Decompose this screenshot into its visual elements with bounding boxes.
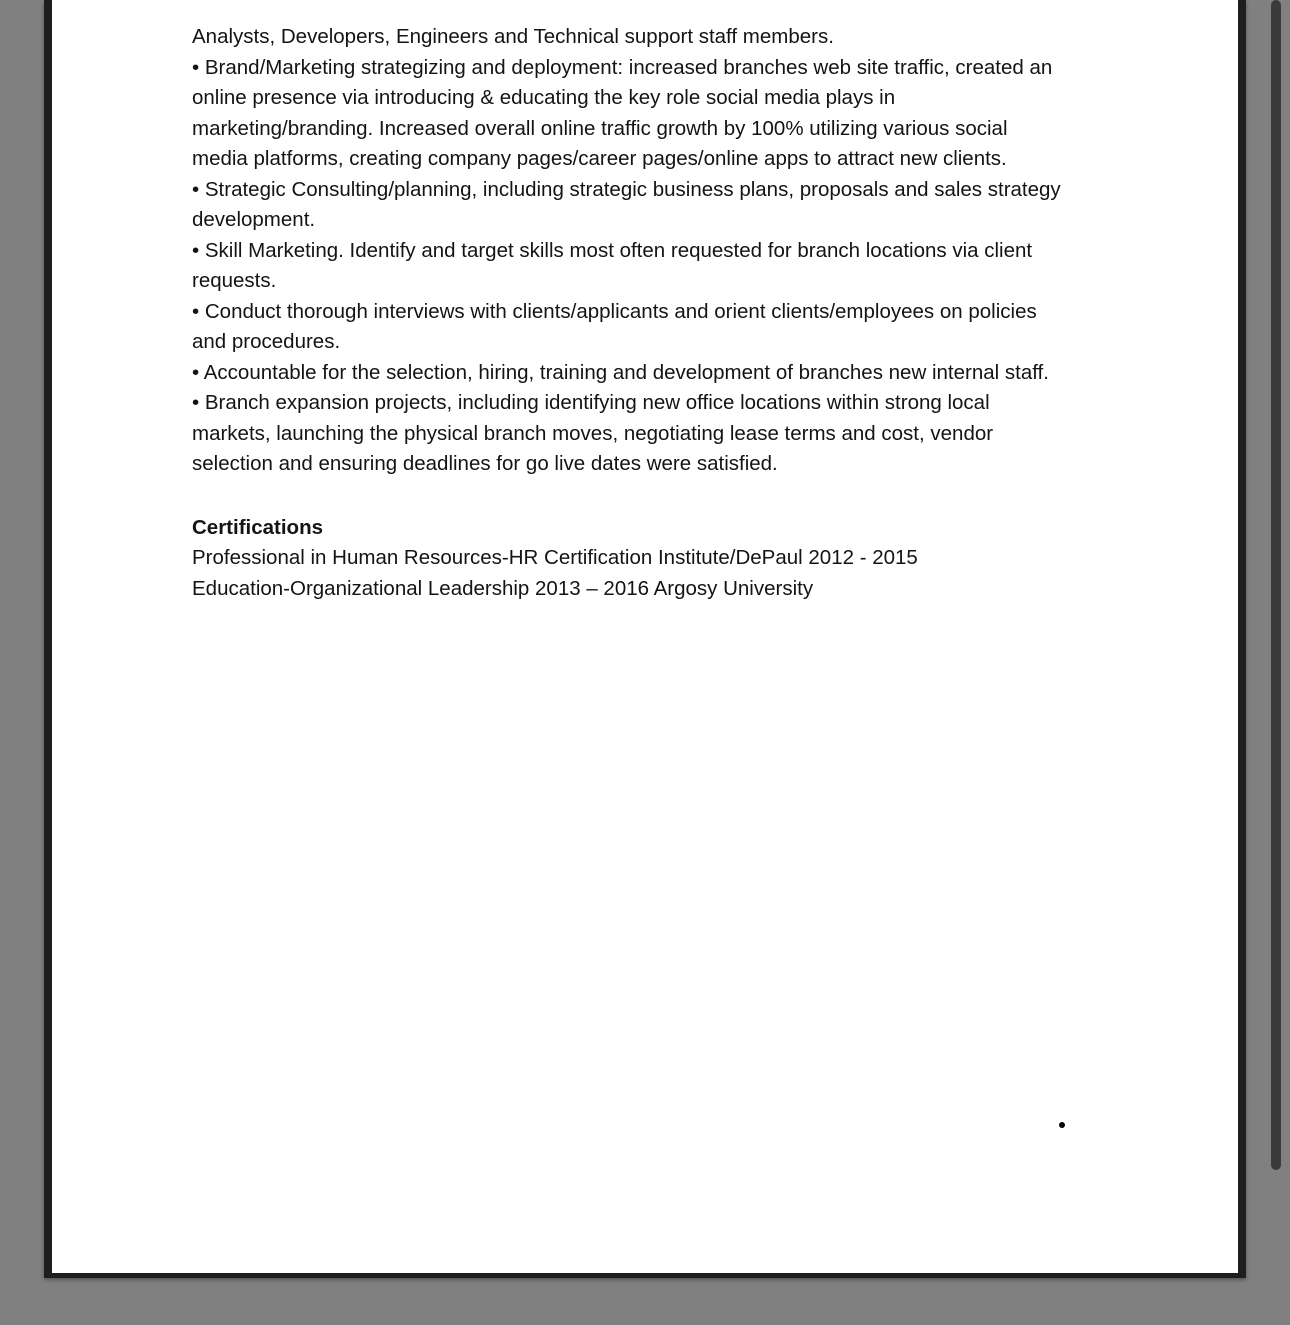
certification-item: Education-Organizational Leadership 2013 – 2016 Argosy University — [192, 576, 814, 600]
text-line: • Accountable for the selection, hiring, training and development of branches new internal staff. — [192, 360, 1049, 384]
text-line: and procedures. — [192, 330, 341, 353]
scrollbar-thumb[interactable] — [1271, 0, 1281, 1170]
section-spacer — [192, 480, 1112, 513]
certification-item: Professional in Human Resources-HR Certification Institute/DePaul 2012 - 2015 — [192, 546, 918, 569]
text-line: online presence via introducing & educating the key role social media plays in — [192, 86, 896, 109]
text-line: • Conduct thorough interviews with clients/applicants and orient clients/employees on policies — [192, 299, 1037, 323]
text-line: selection and ensuring deadlines for go live dates were satisfied. — [192, 452, 778, 475]
text-line: • Skill Marketing. Identify and target skills most often requested for branch locations via client — [192, 238, 1033, 262]
certifications-heading: Certifications — [192, 515, 323, 539]
text-line: development. — [192, 208, 316, 231]
page-content — [192, 22, 1112, 604]
text-line: markets, launching the physical branch moves, negotiating lease terms and cost, vendor — [192, 421, 994, 445]
stray-dot — [1059, 1122, 1065, 1128]
text-line: • Brand/Marketing strategizing and deployment: increased branches web site traffic, created an — [192, 55, 1053, 79]
text-line: • Strategic Consulting/planning, including strategic business plans, proposals and sales strategy — [192, 177, 1061, 201]
text-line: requests. — [192, 269, 277, 292]
text-line: marketing/branding. Increased overall online traffic growth by 100% utilizing various social — [192, 116, 1008, 140]
text-line: media platforms, creating company pages/career pages/online apps to attract new clients. — [192, 147, 1007, 170]
text-line: Analysts, Developers, Engineers and Technical support staff members. — [192, 25, 834, 48]
text-line: • Branch expansion projects, including identifying new office locations within strong local — [192, 391, 990, 414]
document-page — [52, 0, 1238, 1273]
